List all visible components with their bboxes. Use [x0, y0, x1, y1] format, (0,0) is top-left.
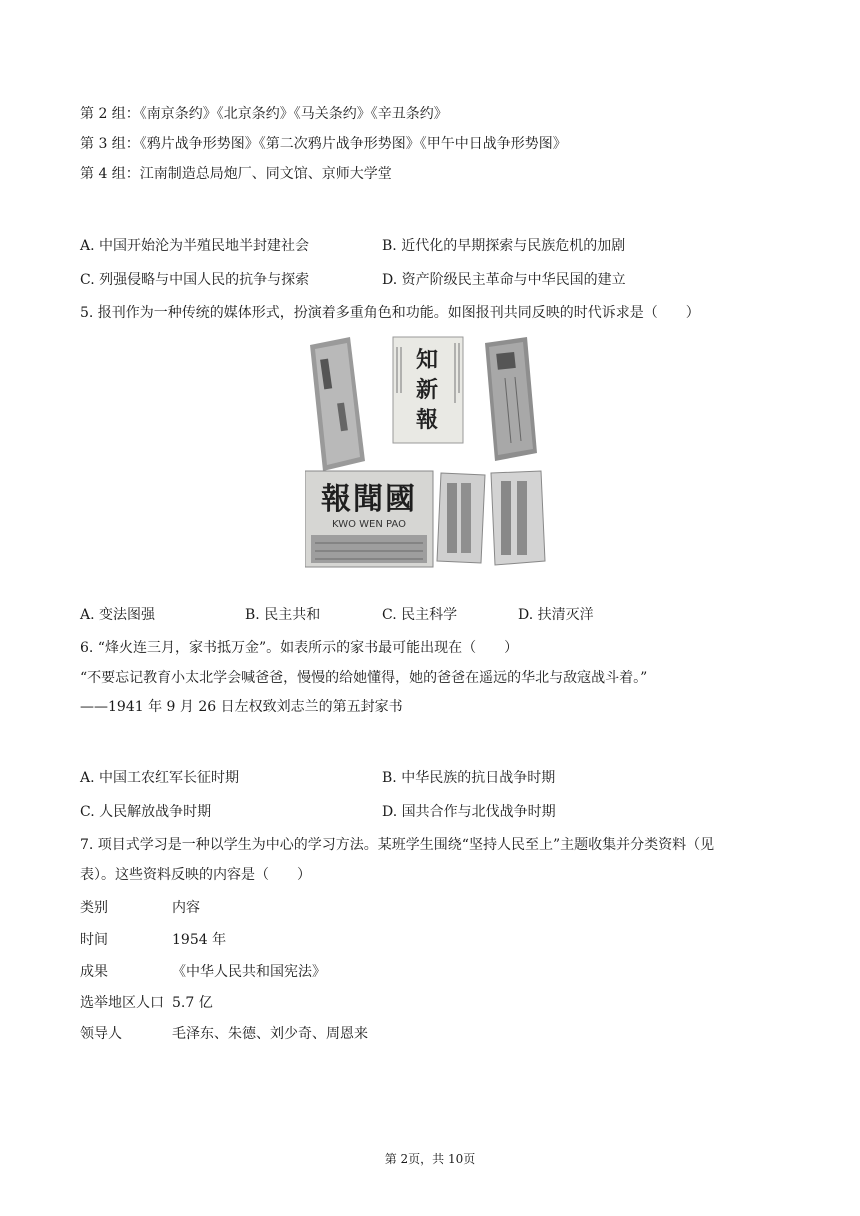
q6-source: ——1941 年 9 月 26 日左权致刘志兰的第五封家书 — [80, 699, 403, 715]
newspaper-guowen-huibian — [485, 337, 537, 461]
q5-option-a: A. 变法图强 — [80, 607, 156, 623]
q4-option-b: B. 近代化的早期探索与民族危机的加剧 — [382, 238, 626, 254]
q7-table-key-4: 领导人 — [80, 1026, 122, 1042]
guowenbao-title: 報聞國 — [321, 482, 417, 517]
q7-stem-line-2: 表）。这些资料反映的内容是（ ） — [80, 867, 311, 883]
q7-table-value-4: 毛泽东、朱德、刘少奇、周恩来 — [172, 1026, 368, 1042]
q5-option-c: C. 民主科学 — [382, 607, 458, 623]
q4-option-c: C. 列强侵略与中国人民的抗争与探索 — [80, 272, 310, 288]
q5-option-b: B. 民主共和 — [245, 607, 321, 623]
zhixinbao-char-2: 新 — [415, 377, 439, 403]
q7-table-key-0: 类别 — [80, 900, 108, 916]
q6-option-c: C. 人民解放战争时期 — [80, 804, 212, 820]
q7-table-key-3: 选举地区人口 — [80, 995, 164, 1011]
q6-option-d: D. 国共合作与北伐战争时期 — [382, 804, 556, 820]
q5-stem: 5. 报刊作为一种传统的媒体形式，扮演着多重角色和功能。如图报刊共同反映的时代诉求是（ ） — [80, 305, 700, 321]
newspaper-guowenbao — [305, 471, 433, 567]
newspaper-shiwubao — [310, 337, 365, 471]
q6-option-b: B. 中华民族的抗日战争时期 — [382, 770, 556, 786]
q4-option-a: A. 中国开始沦为半殖民地半封建社会 — [80, 238, 310, 254]
q7-table-value-3: 5.7 亿 — [172, 995, 213, 1011]
q6-stem: 6. “烽火连三月，家书抵万金”。如表所示的家书最可能出现在（ ） — [80, 640, 519, 656]
q7-table-key-1: 时间 — [80, 932, 108, 948]
newspaper-zhibao-left — [437, 473, 485, 563]
q7-table-value-1: 1954 年 — [172, 932, 227, 948]
newspaper-zhibao-right — [491, 471, 545, 565]
q7-table-key-2: 成果 — [80, 964, 108, 980]
group-3-line: 第 3 组：《鸦片战争形势图》《第二次鸦片战争形势图》《甲午中日战争形势图》 — [80, 136, 567, 152]
group-4-line: 第 4 组：江南制造总局炮厂、同文馆、京师大学堂 — [80, 166, 392, 182]
zhixinbao-char-3: 報 — [415, 407, 439, 433]
newspapers-photo — [305, 333, 555, 569]
q6-option-a: A. 中国工农红军长征时期 — [80, 770, 240, 786]
q7-table-value-2: 《中华人民共和国宪法》 — [172, 964, 326, 980]
q5-option-d: D. 扶清灭洋 — [518, 607, 594, 623]
q6-quote: “不要忘记教育小太北学会喊爸爸，慢慢的给她懂得，她的爸爸在遥远的华北与敌寇战斗着。” — [80, 670, 648, 686]
newspaper-zhixinbao — [393, 337, 463, 443]
guowenbao-roman: KWO WEN PAO — [332, 519, 406, 530]
q7-stem-line-1: 7. 项目式学习是一种以学生为中心的学习方法。某班学生围绕“坚持人民至上”主题收集并分类资料（见 — [80, 837, 715, 853]
page-footer: 第 2页，共 10页 — [384, 1152, 476, 1166]
q4-option-d: D. 资产阶级民主革命与中华民国的建立 — [382, 272, 626, 288]
q7-table-value-0: 内容 — [172, 900, 200, 916]
zhixinbao-char-1: 知 — [415, 347, 439, 373]
group-2-line: 第 2 组：《南京条约》《北京条约》《马关条约》《辛丑条约》 — [80, 106, 448, 122]
